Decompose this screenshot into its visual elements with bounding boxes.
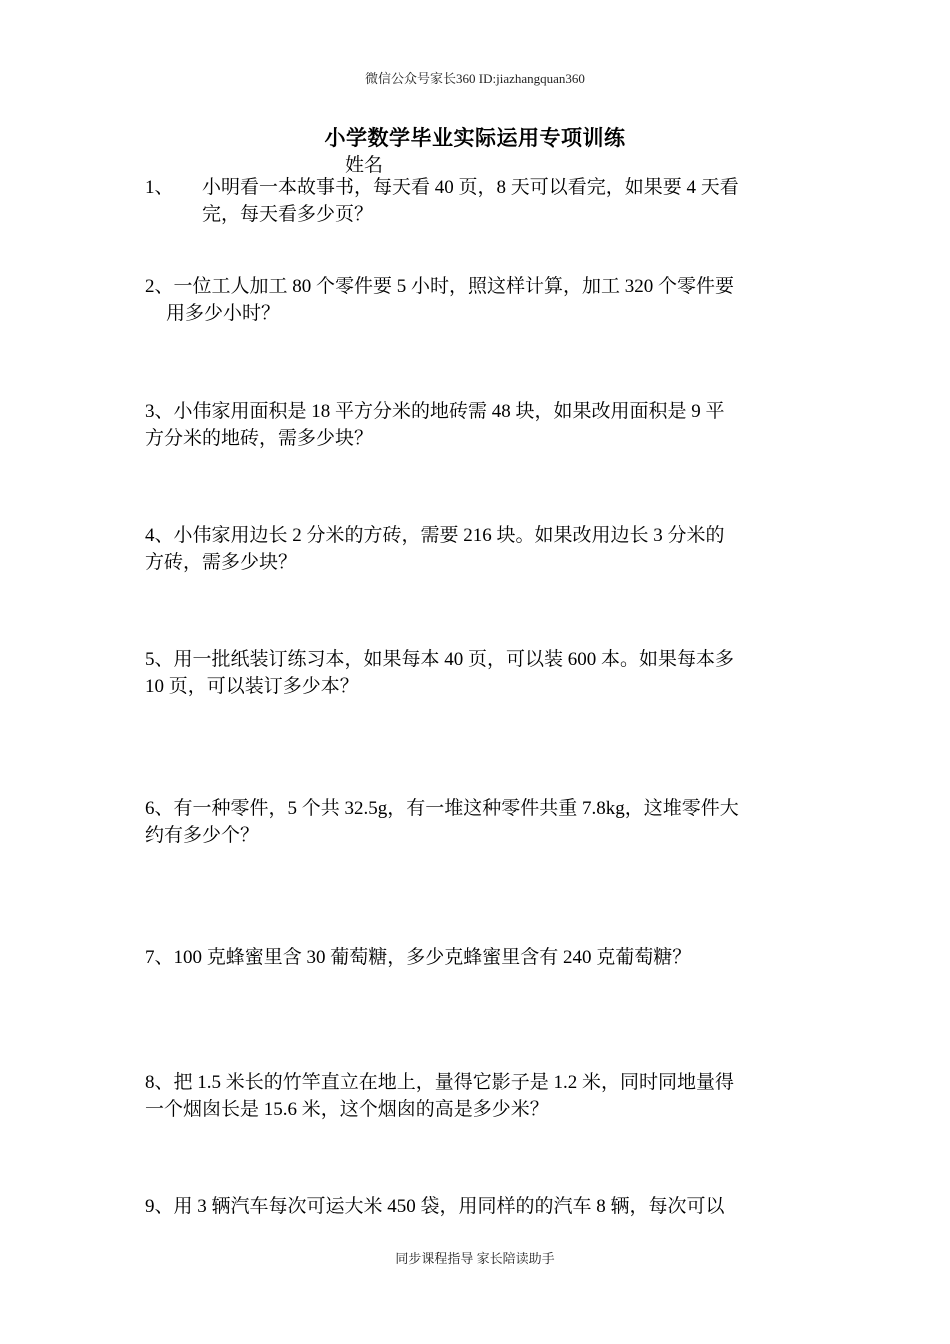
question-line: 8、把 1.5 米长的竹竿直立在地上，量得它影子是 1.2 米，同时同地量得 [145, 1072, 735, 1093]
page-footer: 同步课程指导 家长陪读助手 [395, 1251, 555, 1266]
page-header: 微信公众号家长360 ID:jiazhangquan360 [365, 71, 585, 86]
question-line: 方分米的地砖，需多少块？ [145, 428, 374, 449]
question-6 [145, 795, 810, 849]
question-5 [145, 646, 810, 700]
question-line: 6、有一种零件，5 个共 32.5g，有一堆这种零件共重 7.8kg，这堆零件大 [145, 798, 739, 819]
question-4 [145, 522, 810, 576]
question-8 [145, 1069, 810, 1123]
question-7 [145, 944, 810, 971]
question-2 [145, 273, 810, 327]
question-line: 4、小伟家用边长 2 分米的方砖，需要 216 块。如果改用边长 3 分米的 [145, 525, 725, 546]
question-line: 方砖，需多少块？ [145, 552, 298, 573]
question-9 [145, 1193, 810, 1220]
question-line: 10 页，可以装订多少本？ [145, 676, 359, 697]
question-line: 5、用一批纸装订练习本，如果每本 40 页，可以装 600 本。如果每本多 [145, 649, 735, 670]
question-line: 完，每天看多少页？ [202, 204, 374, 225]
question-number: 1、 [145, 177, 174, 198]
question-line: 小明看一本故事书，每天看 40 页，8 天可以看完，如果要 4 天看 [202, 177, 739, 198]
question-line: 约有多少个？ [145, 825, 260, 846]
question-1 [145, 174, 810, 230]
question-line: 9、用 3 辆汽车每次可运大米 450 袋，用同样的的汽车 8 辆，每次可以 [145, 1196, 725, 1217]
question-3 [145, 398, 810, 452]
question-line: 3、小伟家用面积是 18 平方分米的地砖需 48 块，如果改用面积是 9 平 [145, 401, 725, 422]
question-line: 7、100 克蜂蜜里含 30 葡萄糖，多少克蜂蜜里含有 240 克葡萄糖？ [145, 947, 692, 968]
page-title: 小学数学毕业实际运用专项训练 [324, 126, 626, 150]
question-line: 一个烟囱长是 15.6 米，这个烟囱的高是多少米？ [145, 1099, 549, 1120]
question-line: 用多少小时？ [166, 303, 281, 324]
name-label: 姓名 [345, 155, 384, 176]
question-line: 2、一位工人加工 80 个零件要 5 小时，照这样计算，加工 320 个零件要 [145, 276, 735, 297]
